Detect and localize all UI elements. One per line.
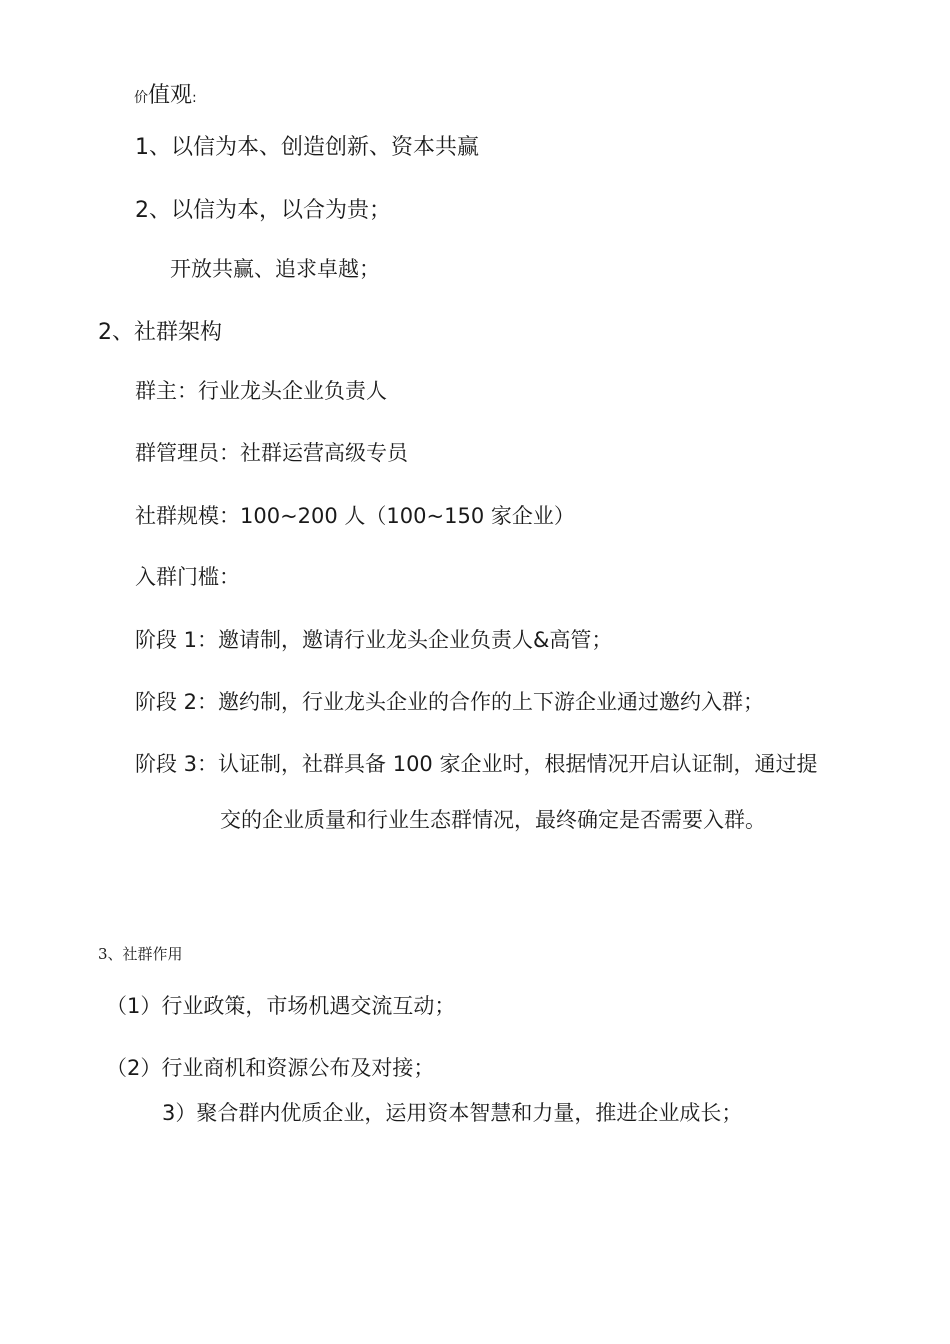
group-scale: 社群规模：100~200 人（100~150 家企业） [135,504,575,528]
stage-1: 阶段 1：邀请制，邀请行业龙头企业负责人&高管； [135,628,613,652]
group-threshold: 入群门槛： [135,565,240,589]
group-owner: 群主：行业龙头企业负责人 [135,379,387,403]
section3-heading: 3、社群作用 [98,945,183,963]
stage-3: 阶段 3：认证制，社群具备 100 家企业时，根据情况开启认证制，通过提 [135,752,818,776]
stage-3-continued: 交的企业质量和行业生态群情况，最终确定是否需要入群。 [220,808,766,832]
values-item-3: 开放共赢、追求卓越； [170,257,380,281]
values-item-1: 1、以信为本、创造创新、资本共赢 [135,135,479,160]
effect-item-2: （2）行业商机和资源公布及对接； [106,1056,435,1080]
effect-item-1: （1）行业政策，市场机遇交流互动； [106,994,456,1018]
stage-2: 阶段 2：邀约制，行业龙头企业的合作的上下游企业通过邀约入群； [135,690,765,714]
effect-item-3: 3）聚合群内优质企业，运用资本智慧和力量，推进企业成长； [162,1101,743,1125]
values-title-text: 值观 [148,83,193,108]
values-colon: : [192,90,197,106]
values-title [134,85,197,107]
section2-heading: 2、社群架构 [98,320,222,345]
group-admin: 群管理员：社群运营高级专员 [135,441,408,465]
values-item-2: 2、以信为本，以合为贵； [135,198,391,223]
values-prefix: 价 [134,90,148,106]
